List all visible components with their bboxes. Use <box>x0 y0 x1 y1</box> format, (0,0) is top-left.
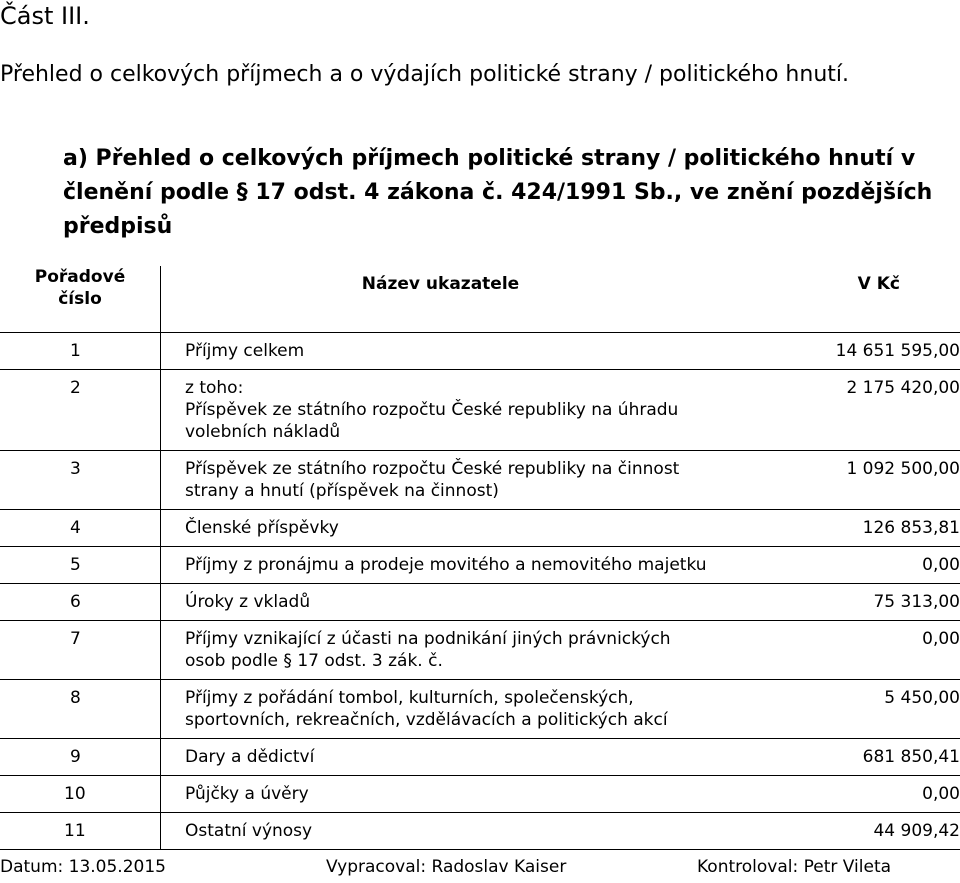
footer-prepared-by: Vypracoval: Radoslav Kaiser <box>326 857 567 877</box>
row-number: 6 <box>70 592 81 612</box>
row-value: 1 092 500,00 <box>720 451 960 510</box>
income-table <box>0 266 960 850</box>
table-row <box>0 739 960 776</box>
header-number: Pořadové číslo <box>0 266 161 333</box>
table-row <box>0 333 960 370</box>
table-row <box>0 510 960 547</box>
row-value: 14 651 595,00 <box>720 333 960 370</box>
header-value: V Kč <box>857 274 900 294</box>
row-value: 2 175 420,00 <box>720 370 960 451</box>
row-number: 7 <box>70 629 81 649</box>
row-number: 10 <box>64 784 86 804</box>
row-value: 0,00 <box>720 776 960 813</box>
row-number: 5 <box>70 555 81 575</box>
table-header-row <box>0 266 960 333</box>
table-row <box>0 584 960 621</box>
part-title: Část III. <box>0 2 90 30</box>
row-value: 0,00 <box>720 547 960 584</box>
table-row <box>0 813 960 850</box>
row-number: 8 <box>70 688 81 708</box>
row-value: 126 853,81 <box>720 510 960 547</box>
table-row <box>0 621 960 680</box>
table-row <box>0 776 960 813</box>
row-name: Příjmy vznikající z účasti na podnikání jiných právnických osob podle § 17 odst. 3 zák. č. <box>161 621 721 680</box>
footer-date: Datum: 13.05.2015 <box>0 857 166 877</box>
row-name: Členské příspěvky <box>161 510 721 547</box>
subtitle: Přehled o celkových příjmech a o výdajích politické strany / politického hnutí. <box>0 62 849 87</box>
row-value: 5 450,00 <box>720 680 960 739</box>
row-value: 0,00 <box>720 621 960 680</box>
row-name: z toho: Příspěvek ze státního rozpočtu České republiky na úhradu volebních nákladů <box>161 370 721 451</box>
row-name: Příjmy z pronájmu a prodeje movitého a nemovitého majetku <box>161 547 721 584</box>
table-row <box>0 547 960 584</box>
row-name: Příjmy celkem <box>161 333 721 370</box>
table-row <box>0 451 960 510</box>
row-name: Půjčky a úvěry <box>161 776 721 813</box>
row-number: 9 <box>70 747 81 767</box>
row-value: 75 313,00 <box>720 584 960 621</box>
row-name: Úroky z vkladů <box>161 584 721 621</box>
section-heading: a) Přehled o celkových příjmech politické strany / politického hnutí v členění podle § 17 odst. 4 zákona č. 424/1991 Sb., ve znění pozdějších předpisů <box>63 146 933 239</box>
row-number: 1 <box>70 341 81 361</box>
footer-checked-by: Kontroloval: Petr Vileta <box>697 857 892 877</box>
row-number: 11 <box>64 821 86 841</box>
row-name: Dary a dědictví <box>161 739 721 776</box>
row-name: Příspěvek ze státního rozpočtu České republiky na činnost strany a hnutí (příspěvek na činnost) <box>161 451 721 510</box>
row-number: 3 <box>70 459 81 479</box>
header-name: Název ukazatele <box>361 274 520 294</box>
row-value: 44 909,42 <box>720 813 960 850</box>
table-row <box>0 680 960 739</box>
row-value: 681 850,41 <box>720 739 960 776</box>
row-name: Ostatní výnosy <box>161 813 721 850</box>
row-name: Příjmy z pořádání tombol, kulturních, společenských, sportovních, rekreačních, vzdělávacích a politických akcí <box>161 680 721 739</box>
row-number: 4 <box>70 518 81 538</box>
row-number: 2 <box>70 378 81 398</box>
table-row <box>0 370 960 451</box>
